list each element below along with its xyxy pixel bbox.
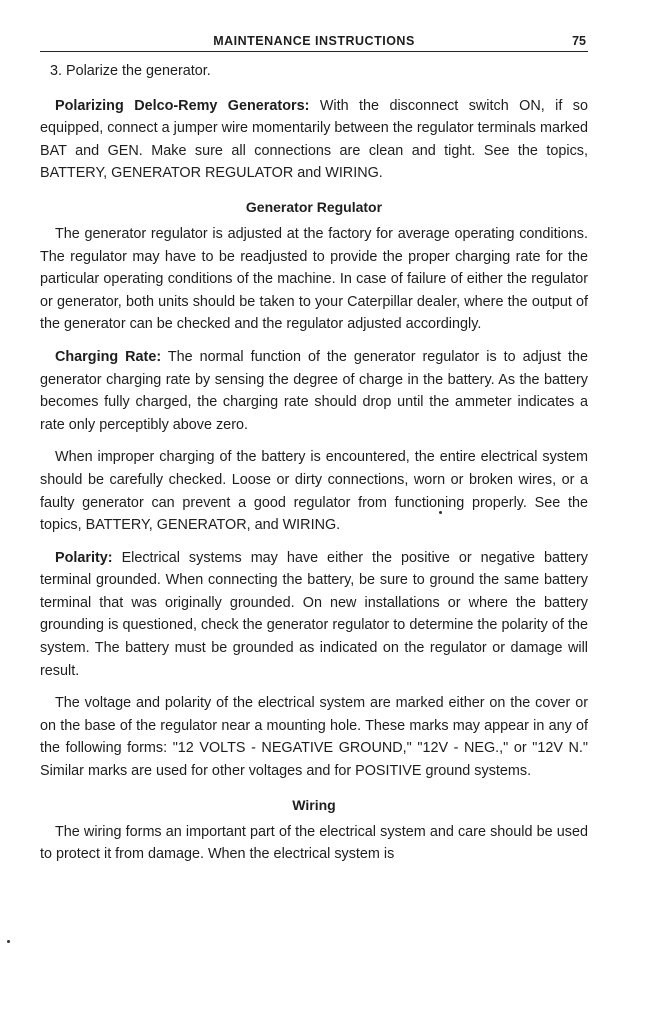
scan-speck <box>7 940 10 943</box>
page-number: 75 <box>572 34 586 48</box>
wiring-paragraph: The wiring forms an important part of the electrical system and care should be used to protect it from damage. When the electrical system is <box>40 823 588 863</box>
generator-regulator-heading: Generator Regulator <box>245 198 383 215</box>
scan-speck <box>439 511 442 514</box>
running-header <box>40 32 588 52</box>
regulator-paragraph: The generator regulator is adjusted at the factory for average operating conditions. The regulator may have to be readjusted to provide the proper charging rate for the particular operating conditions of the machine. In case of failure of either the regulator or generator, both units should be taken to your Caterpillar dealer, where the output of the generator can be checked and the regulator adjusted accordingly. <box>40 225 588 333</box>
polarizing-lead: Polarizing Delco-Remy Generators: <box>55 97 310 114</box>
voltage-marks-paragraph: The voltage and polarity of the electrical system are marked either on the cover or on the base of the regulator near a mounting hole. These marks may appear in any of the following forms: "12 VOLTS - NEGATIVE GROUND," "12V - NEG.," or "12V N." Similar marks are used for other voltages and for POSITIVE ground systems. <box>40 695 588 780</box>
charging-rate-lead: Charging Rate: <box>55 348 162 365</box>
step-3: 3. Polarize the generator. <box>50 63 211 79</box>
header-title: MAINTENANCE INSTRUCTIONS <box>213 34 415 48</box>
charging-rate-paragraph <box>40 346 588 436</box>
polarity-text: Electrical systems may have either the positive or negative battery terminal grounded. When connecting the battery, be sure to ground the same battery terminal that was originally grounded. On new installations or where the battery grounding is questioned, check the generator regulator to determine the polarity of the system. The battery must be grounded as indicated on the regulator or damage will result. <box>40 549 588 679</box>
improper-charging-paragraph: When improper charging of the battery is encountered, the entire electrical system should be carefully checked. Loose or dirty connections, worn or broken wires, or a faulty generator can prevent a good regulator from functioning properly. See the topics, BATTERY, GENERATOR, and WIRING. <box>40 449 588 534</box>
polarity-lead: Polarity: <box>55 549 113 566</box>
polarizing-text: With the disconnect switch ON, if so equipped, connect a jumper wire momentarily between the regulator terminals marked BAT and GEN. Make sure all connections are clean and tight. See the topics, BATTERY, GENERATOR REGULATOR and WIRING. <box>40 97 588 182</box>
document-page <box>40 32 588 866</box>
polarity-paragraph <box>40 547 588 683</box>
polarizing-paragraph <box>40 95 588 185</box>
charging-rate-text: The normal function of the generator regulator is to adjust the generator charging rate by sensing the degree of charge in the battery. As the battery becomes fully charged, the charging rate should drop until the ammeter indicates a rate only perceptibly above zero. <box>40 348 588 433</box>
wiring-heading: Wiring <box>292 796 336 813</box>
